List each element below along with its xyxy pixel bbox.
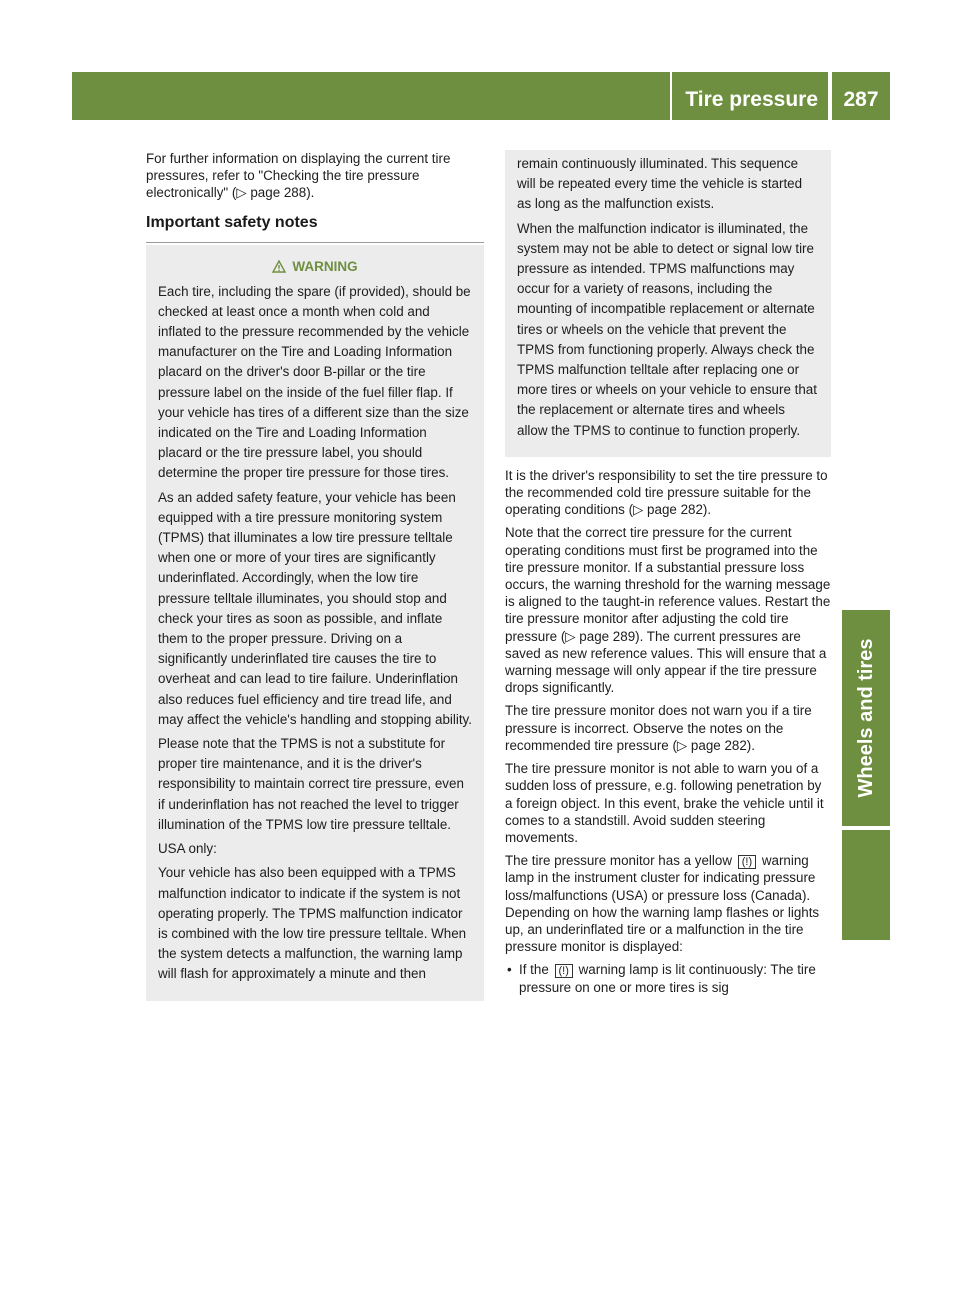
warning-box <box>146 245 484 1001</box>
list-item-end: warning lamp is lit continuously: The tire pressure on one or more tires is sig <box>519 962 816 995</box>
warning-paragraph: USA only: <box>158 841 217 857</box>
warning-box-continued <box>505 150 831 457</box>
warning-paragraph: As an added safety feature, your vehicle has been equipped with a tire pressure monitoring system (TPMS) that illuminates a low tire pressure telltale when one or more of your tires are significantly underinflated. Accordingly, when the low tire pressure telltale illuminates, you should stop and check your tires as soon as possible, and inflate them to the proper pressure. Driving on a significantly underinflated tire causes the tire to overheat and can lead to tire failure. Underinflation also reduces fuel efficiency and tire tread life, and may affect the vehicle's handling and stopping ability. <box>158 489 472 727</box>
lamp-paragraph <box>505 852 831 955</box>
left-column <box>146 150 484 1001</box>
section-heading: Important safety notes <box>146 213 318 231</box>
list-item <box>505 961 831 995</box>
section-title: Tire pressure <box>685 88 818 111</box>
chapter-side-tab-label: Wheels and tires <box>855 638 877 798</box>
right-column <box>505 150 831 1002</box>
intro-paragraph: For further information on displaying the current tire pressures, refer to "Checking the tire pressure electronically" (▷ page 288). <box>146 151 451 201</box>
warning-paragraph: remain continuously illuminated. This sequence will be repeated every time the vehicle is started as long as the malfunction exists. <box>517 156 803 212</box>
body-paragraph: The tire pressure monitor is not able to warn you of a sudden loss of pressure, e.g. following penetration by a foreign object. In this event, brake the vehicle until it comes to a standstill. Avoid sudden steering movements. <box>505 761 824 845</box>
warning-header <box>158 259 472 274</box>
tire-pressure-lamp-icon: (!) <box>555 964 573 978</box>
warning-paragraph: Please note that the TPMS is not a substitute for proper tire maintenance, and it is the driver's responsibility to maintain correct tire pressure, even if underinflation has not reached the level to trigger illumination of the TPMS low tire pressure telltale. <box>158 736 464 832</box>
chapter-side-block <box>842 830 890 940</box>
section-title-box <box>672 72 828 120</box>
tire-pressure-lamp-icon: (!) <box>738 855 756 869</box>
warning-paragraph: Your vehicle has also been equipped with a TPMS malfunction indicator to indicate if the system is not operating properly. The TPMS malfunction indicator is combined with the low tire pressure telltale. When the system detects a malfunction, the warning lamp will flash for approximately a minute and then <box>158 865 467 982</box>
warning-triangle-icon <box>272 260 286 273</box>
lamp-paragraph-start: The tire pressure monitor has a yellow <box>505 853 732 869</box>
heading-rule <box>146 242 484 243</box>
list-item-start: If the <box>519 962 549 978</box>
body-paragraph: It is the driver's responsibility to set the tire pressure to the recommended cold tire pressure suitable for the operating conditions (▷ page 282). <box>505 467 828 518</box>
warning-paragraph: Each tire, including the spare (if provided), should be checked at least once a month when cold and inflated to the pressure recommended by the vehicle manufacturer on the Tire and Loading Information placard on the driver's door B-pillar or the tire pressure label on the inside of the fuel filler flap. If your vehicle has tires of a different size than the size indicated on the Tire and Loading Information placard or the tire pressure label, you should determine the proper tire pressure for those tires. <box>158 283 471 481</box>
header-bar <box>72 72 670 120</box>
warning-paragraph: When the malfunction indicator is illuminated, the system may not be able to detect or signal low tire pressure as intended. TPMS malfunctions may occur for a variety of reasons, including the mounting of incompatible replacement or alternate tires or wheels on the vehicle that prevent the TPMS from functioning properly. Always check the TPMS malfunction telltale after replacing one or more tires or wheels on your vehicle to ensure that the replacement or alternate tires and wheels allow the TPMS to continue to function properly. <box>517 220 817 438</box>
lamp-paragraph-end: warning lamp in the instrument cluster for indicating pressure loss/malfunctions (USA) or pressure loss (Canada). Depending on how the warning lamp flashes or lights up, an underinflated tire or a malfunction in the tire pressure monitor is displayed: <box>505 853 820 955</box>
body-paragraph: Note that the correct tire pressure for the current operating conditions must first be programed into the tire pressure monitor. If a substantial pressure loss occurs, the warning threshold for the warning message is aligned to the taught-in reference values. Restart the tire pressure monitor after adjusting the cold tire pressure (▷ page 289). The current pressures are saved as new reference values. This will ensure that a warning message will only appear if the tire pressure drops significantly. <box>505 525 831 696</box>
page-number-box <box>832 72 890 120</box>
page-number: 287 <box>843 88 879 111</box>
body-paragraph: The tire pressure monitor does not warn you if a tire pressure is incorrect. Observe the notes on the recommended tire pressure (▷ page 282). <box>505 703 812 753</box>
warning-label: WARNING <box>292 258 358 274</box>
chapter-side-tab <box>842 610 890 826</box>
